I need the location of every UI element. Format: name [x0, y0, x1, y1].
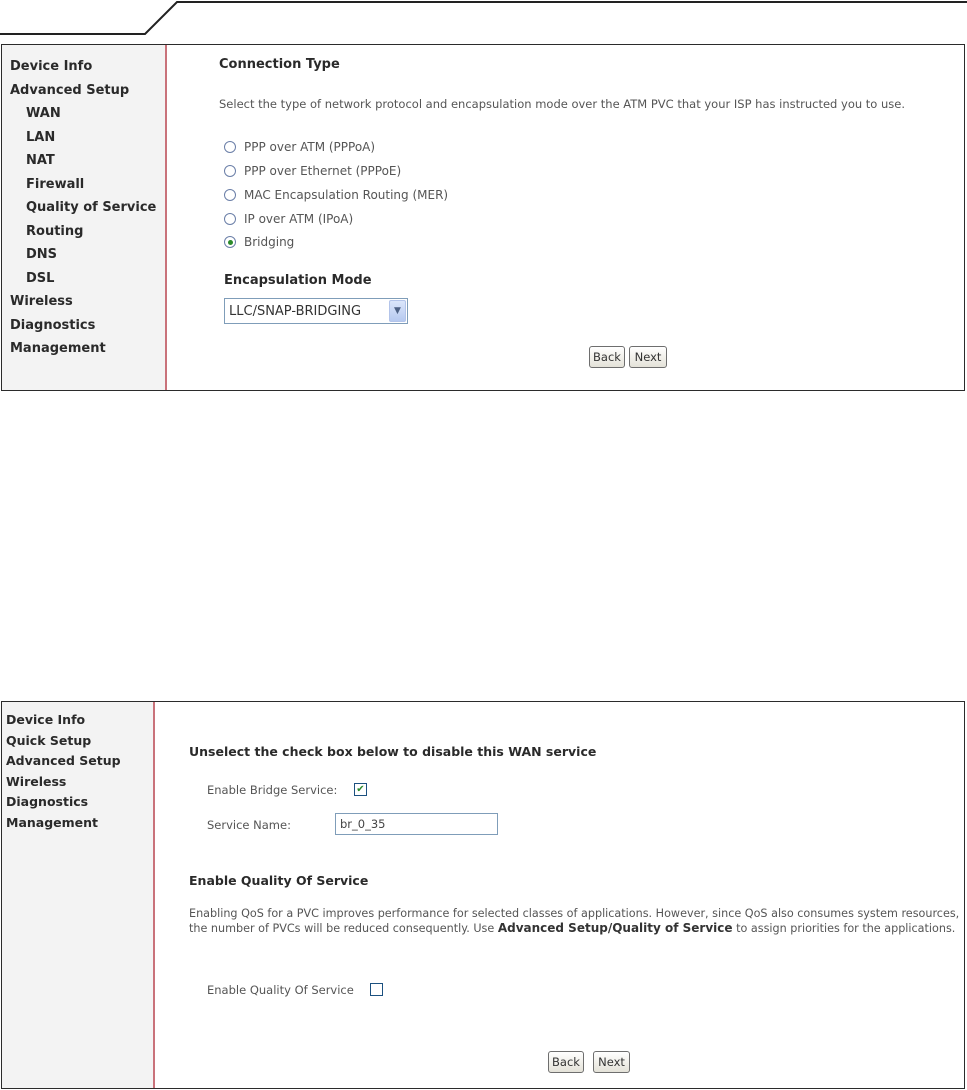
sidebar-item-diagnostics[interactable]: Diagnostics: [10, 317, 96, 333]
service-name-label: Service Name:: [207, 818, 291, 832]
main-content: [157, 702, 964, 1088]
encapsulation-mode-select[interactable]: [224, 298, 408, 324]
enable-bridge-label: Enable Bridge Service:: [207, 783, 338, 797]
enable-bridge-checkbox[interactable]: ✔: [354, 783, 367, 796]
mer-radio[interactable]: [224, 189, 236, 201]
sidebar-item-wireless[interactable]: Wireless: [10, 294, 73, 309]
bridging-radio[interactable]: [224, 236, 236, 248]
enable-qos-checkbox[interactable]: [370, 983, 383, 996]
main-content: [169, 45, 964, 390]
service-name-input[interactable]: br_0_35: [335, 813, 498, 835]
wan-service-panel: [1, 701, 965, 1089]
option-bridging[interactable]: [224, 232, 294, 252]
sidebar-item-management[interactable]: Management: [6, 814, 99, 830]
option-pppoe[interactable]: [224, 161, 401, 181]
option-label: MAC Encapsulation Routing (MER): [244, 188, 449, 202]
select-value: LLC/SNAP-BRIDGING: [229, 303, 362, 319]
enable-qos-label: Enable Quality Of Service: [207, 983, 354, 997]
connection-type-panel: [1, 44, 965, 391]
option-pppoa[interactable]: [224, 137, 375, 157]
sidebar-item-nat[interactable]: NAT: [26, 153, 55, 168]
chevron-down-icon[interactable]: ▼: [389, 300, 406, 322]
sidebar: [2, 702, 155, 1088]
pppoa-radio[interactable]: [224, 141, 236, 153]
sidebar-nav: [2, 710, 121, 833]
next-button[interactable]: Next: [629, 346, 667, 368]
option-label: IP over ATM (IPoA): [244, 212, 354, 226]
qos-desc-link-text: Advanced Setup/Quality of Service: [497, 921, 733, 935]
qos-description: [189, 907, 964, 936]
sidebar-item-routing[interactable]: Routing: [26, 223, 84, 239]
qos-desc-part2: to assign priorities for the applications.: [732, 922, 956, 935]
sidebar-item-device-info[interactable]: Device Info: [6, 712, 86, 727]
option-label: PPP over ATM (PPPoA): [244, 140, 376, 154]
option-label: PPP over Ethernet (PPPoE): [244, 164, 402, 178]
sidebar-item-diagnostics[interactable]: Diagnostics: [6, 794, 89, 809]
option-label: Bridging: [244, 235, 295, 249]
sidebar-item-dsl[interactable]: DSL: [26, 270, 55, 286]
sidebar-item-lan[interactable]: LAN: [26, 129, 56, 145]
encapsulation-mode-label: Encapsulation Mode: [224, 273, 372, 288]
sidebar-item-dns[interactable]: DNS: [26, 247, 58, 262]
page-title: Connection Type: [219, 57, 340, 72]
ipoa-radio[interactable]: [224, 213, 236, 225]
sidebar-item-wireless[interactable]: Wireless: [6, 773, 67, 789]
sidebar: [2, 45, 167, 390]
option-ipoa[interactable]: [224, 209, 353, 229]
sidebar-item-quality-of-service[interactable]: Quality of Service: [26, 200, 157, 215]
page-title: Unselect the check box below to disable this WAN service: [189, 744, 597, 759]
pppoe-radio[interactable]: [224, 165, 236, 177]
sidebar-nav: [2, 55, 156, 361]
sidebar-item-device-info[interactable]: Device Info: [10, 59, 93, 74]
sidebar-item-advanced-setup[interactable]: Advanced Setup: [6, 753, 121, 768]
back-button[interactable]: Back: [548, 1051, 584, 1073]
qos-desc-part1: Enabling QoS for a PVC improves performance for selected classes of applications. However, since QoS also consumes system resources, the number of PVCs will be reduced consequently. Use: [189, 907, 960, 935]
next-button[interactable]: Next: [593, 1051, 630, 1073]
back-button[interactable]: Back: [589, 346, 625, 368]
instructions-text: Select the type of network protocol and encapsulation mode over the ATM PVC that your ISP has instructed you to use.: [219, 97, 906, 111]
qos-section-title: Enable Quality Of Service: [189, 873, 369, 888]
sidebar-item-management[interactable]: Management: [10, 341, 106, 356]
sidebar-item-advanced-setup[interactable]: Advanced Setup: [10, 82, 130, 98]
header-decoration: [0, 0, 967, 40]
option-mer[interactable]: [224, 185, 448, 205]
sidebar-item-firewall[interactable]: Firewall: [26, 176, 85, 192]
sidebar-item-wan[interactable]: WAN: [26, 106, 61, 121]
sidebar-item-quick-setup[interactable]: Quick Setup: [6, 732, 92, 748]
